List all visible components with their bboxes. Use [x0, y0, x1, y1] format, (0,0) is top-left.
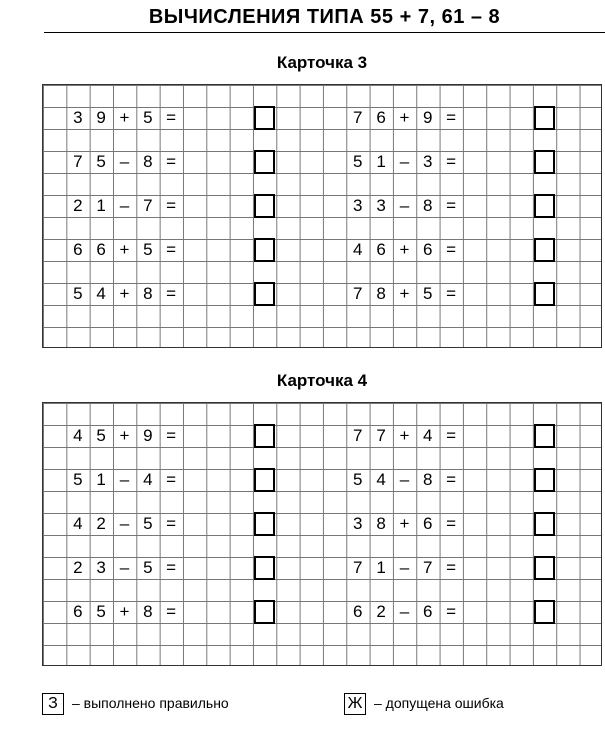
answer-box[interactable] — [254, 468, 275, 492]
expression-char: = — [446, 426, 457, 445]
answer-box[interactable] — [254, 424, 275, 448]
expression-char: = — [166, 426, 177, 445]
expression-char: 9 — [423, 108, 433, 127]
expression-char: 8 — [143, 284, 153, 303]
expression-char: = — [446, 196, 457, 215]
expression-char: + — [119, 602, 130, 621]
expression-char: = — [166, 602, 177, 621]
answer-box[interactable] — [254, 600, 275, 624]
expression-char: = — [446, 152, 457, 171]
answer-box[interactable] — [254, 150, 275, 174]
expression-char: = — [166, 558, 177, 577]
expression-char: – — [119, 152, 130, 171]
legend-correct-mark: З — [42, 693, 64, 715]
expression-char: 4 — [96, 284, 106, 303]
legend-error-mark: Ж — [344, 693, 366, 715]
expression-char: + — [119, 284, 130, 303]
answer-box[interactable] — [534, 556, 555, 580]
expression-char: – — [399, 152, 410, 171]
expression-char: = — [166, 152, 177, 171]
expression-char: 8 — [143, 152, 153, 171]
expression-char: = — [446, 602, 457, 621]
legend-correct-text: – выполнено правильно — [72, 695, 229, 711]
expression-char: 1 — [376, 152, 386, 171]
expression-char: – — [119, 470, 130, 489]
expression-char: + — [399, 284, 410, 303]
expression-char: – — [399, 196, 410, 215]
expression-char: = — [166, 284, 177, 303]
expression-char: 3 — [353, 514, 363, 533]
expression-char: 4 — [143, 470, 153, 489]
expression-char: = — [166, 196, 177, 215]
expression-char: 5 — [96, 602, 106, 621]
answer-box[interactable] — [254, 556, 275, 580]
expression-char: = — [446, 240, 457, 259]
expression-char: + — [399, 514, 410, 533]
expression-char: – — [119, 514, 130, 533]
expression-char: + — [399, 426, 410, 445]
expression-char: = — [166, 514, 177, 533]
expression-char: 6 — [423, 602, 433, 621]
expression-char: 5 — [143, 108, 153, 127]
expression-char: 3 — [423, 152, 433, 171]
expression-char: – — [399, 558, 410, 577]
expression-char: 6 — [96, 240, 106, 259]
answer-box[interactable] — [534, 106, 555, 130]
expression-char: 5 — [73, 470, 83, 489]
expression-char: 4 — [423, 426, 433, 445]
expression-char: 8 — [423, 470, 433, 489]
answer-box[interactable] — [534, 512, 555, 536]
expression-char: – — [399, 602, 410, 621]
expression-char: 9 — [96, 108, 106, 127]
expression-char: 2 — [96, 514, 106, 533]
expression-char: 7 — [353, 426, 363, 445]
expression-char: 3 — [96, 558, 106, 577]
expression-char: = — [166, 240, 177, 259]
expression-char: 3 — [353, 196, 363, 215]
page-title: ВЫЧИСЛЕНИЯ ТИПА 55 + 7, 61 – 8 — [44, 2, 605, 33]
answer-box[interactable] — [254, 194, 275, 218]
expression-char: 8 — [376, 284, 386, 303]
answer-box[interactable] — [254, 512, 275, 536]
expression-char: 5 — [143, 240, 153, 259]
answer-box[interactable] — [534, 194, 555, 218]
answer-box[interactable] — [254, 238, 275, 262]
card-title: Карточка 3 — [276, 53, 368, 72]
expression-char: + — [119, 240, 130, 259]
answer-box[interactable] — [534, 150, 555, 174]
expression-char: 6 — [423, 514, 433, 533]
expression-char: 8 — [423, 196, 433, 215]
expression-char: 1 — [96, 196, 106, 215]
expression-char: 6 — [73, 240, 83, 259]
expression-char: – — [119, 196, 130, 215]
expression-char: 7 — [353, 558, 363, 577]
expression-char: 4 — [73, 426, 83, 445]
expression-char: + — [399, 240, 410, 259]
expression-char: = — [446, 470, 457, 489]
answer-box[interactable] — [534, 424, 555, 448]
answer-box[interactable] — [254, 106, 275, 130]
expression-char: 4 — [73, 514, 83, 533]
expression-char: 1 — [376, 558, 386, 577]
expression-char: 3 — [376, 196, 386, 215]
expression-char: 6 — [423, 240, 433, 259]
expression-char: + — [119, 108, 130, 127]
legend-correct — [42, 690, 229, 716]
expression-char: 4 — [353, 240, 363, 259]
expression-char: 5 — [96, 426, 106, 445]
expression-char: 7 — [73, 152, 83, 171]
expression-char: 5 — [423, 284, 433, 303]
expression-char: – — [399, 470, 410, 489]
expression-char: 6 — [353, 602, 363, 621]
answer-box[interactable] — [534, 238, 555, 262]
expression-char: 5 — [353, 152, 363, 171]
expression-char: 2 — [73, 196, 83, 215]
expression-char: 7 — [376, 426, 386, 445]
expression-char: 6 — [73, 602, 83, 621]
expression-char: = — [166, 470, 177, 489]
expression-char: 5 — [96, 152, 106, 171]
card-grid — [42, 84, 602, 348]
expression-char: 1 — [96, 470, 106, 489]
expression-char: 3 — [73, 108, 83, 127]
expression-char: 5 — [143, 558, 153, 577]
expression-char: 5 — [353, 470, 363, 489]
expression-char: 7 — [353, 108, 363, 127]
expression-char: + — [399, 108, 410, 127]
expression-char: 6 — [376, 240, 386, 259]
expression-char: 7 — [423, 558, 433, 577]
answer-box[interactable] — [534, 468, 555, 492]
legend-error — [344, 690, 504, 716]
answer-box[interactable] — [534, 282, 555, 306]
expression-char: 2 — [376, 602, 386, 621]
expression-char: 5 — [73, 284, 83, 303]
expression-char: 5 — [143, 514, 153, 533]
expression-char: = — [446, 108, 457, 127]
card-title: Карточка 4 — [276, 371, 368, 390]
expression-char: 8 — [143, 602, 153, 621]
expression-char: 8 — [376, 514, 386, 533]
card-grid — [42, 402, 602, 666]
expression-char: 7 — [143, 196, 153, 215]
expression-char: 4 — [376, 470, 386, 489]
expression-char: 6 — [376, 108, 386, 127]
expression-char: 9 — [143, 426, 153, 445]
answer-box[interactable] — [254, 282, 275, 306]
expression-char: – — [119, 558, 130, 577]
expression-char: = — [446, 284, 457, 303]
answer-box[interactable] — [534, 600, 555, 624]
expression-char: = — [166, 108, 177, 127]
expression-char: = — [446, 514, 457, 533]
expression-char: 7 — [353, 284, 363, 303]
expression-char: + — [119, 426, 130, 445]
legend-error-text: – допущена ошибка — [374, 695, 504, 711]
expression-char: 2 — [73, 558, 83, 577]
expression-char: = — [446, 558, 457, 577]
